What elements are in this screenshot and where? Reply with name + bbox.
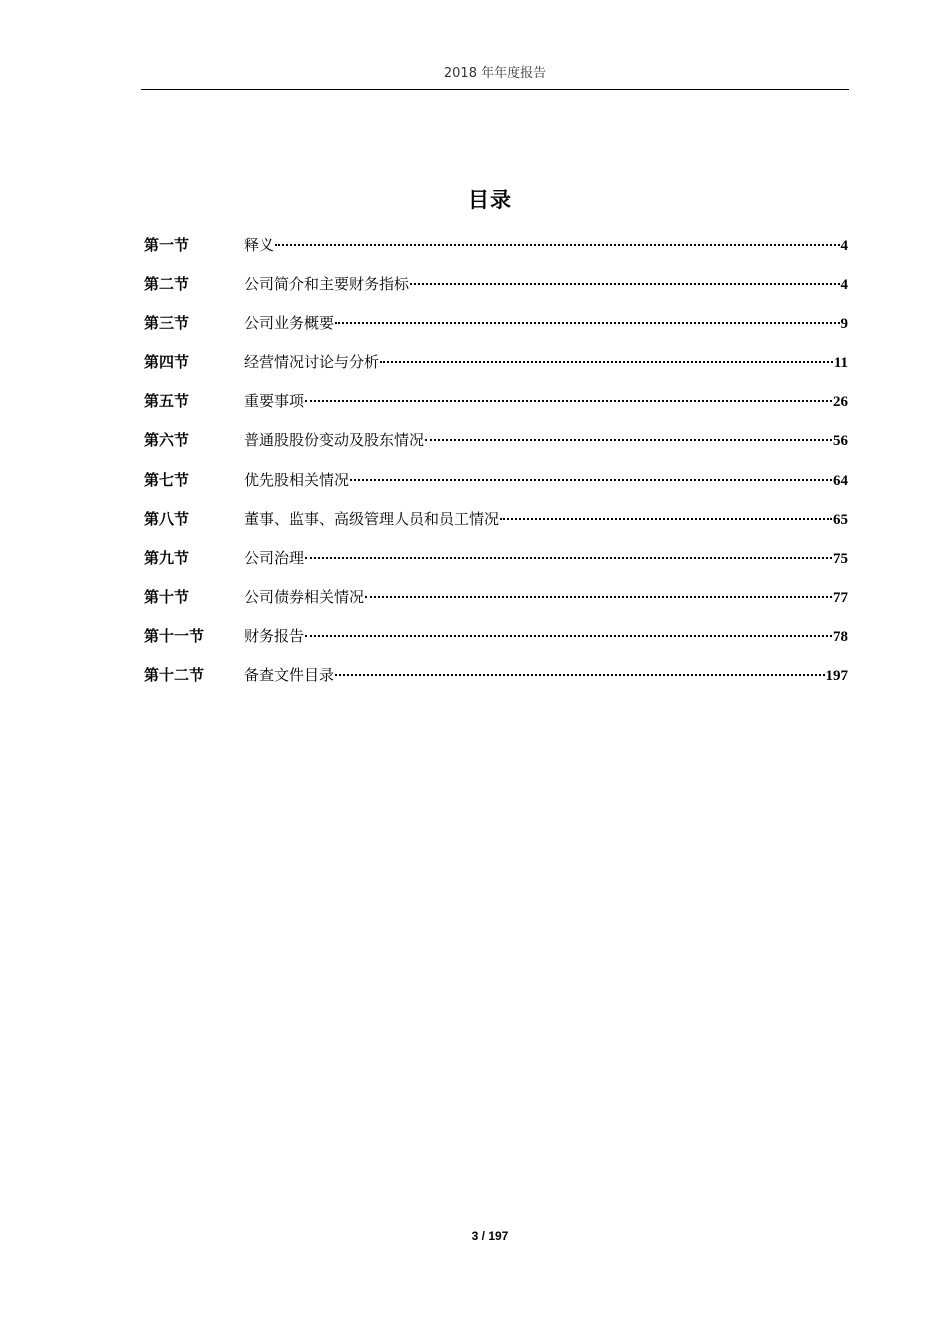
toc-entry-3[interactable] bbox=[144, 309, 848, 348]
dot-leader bbox=[305, 635, 832, 637]
toc-section-number: 第十节 bbox=[144, 587, 190, 606]
toc-section-number: 第一节 bbox=[144, 236, 190, 254]
toc-section-title: 普通股股份变动及股东情况 bbox=[244, 431, 425, 450]
toc-page-number: 4 bbox=[840, 277, 848, 294]
toc-section-title: 公司债券相关情况 bbox=[244, 587, 365, 606]
toc-entry-5[interactable] bbox=[144, 387, 848, 426]
toc-section-number: 第八节 bbox=[144, 509, 190, 528]
toc-section-number: 第三节 bbox=[144, 314, 190, 333]
toc-page-number: 56 bbox=[833, 433, 848, 450]
toc-section-number: 第五节 bbox=[144, 392, 190, 411]
toc-entry-10[interactable] bbox=[144, 583, 848, 622]
toc-entry-9[interactable] bbox=[144, 544, 848, 583]
toc-section-number: 第十二节 bbox=[144, 666, 205, 685]
toc-section-title: 备查文件目录 bbox=[244, 666, 335, 685]
dot-leader bbox=[335, 322, 839, 324]
toc-section-number: 第四节 bbox=[144, 353, 190, 372]
dot-leader bbox=[275, 244, 839, 246]
toc-section-title: 公司治理 bbox=[244, 548, 305, 567]
toc-page-number: 64 bbox=[833, 472, 848, 489]
dot-leader bbox=[365, 596, 832, 598]
toc-section-title: 经营情况讨论与分析 bbox=[244, 353, 380, 372]
toc-entry-11[interactable] bbox=[144, 622, 848, 661]
toc-entry-2[interactable] bbox=[144, 270, 848, 309]
toc-section-title: 财务报告 bbox=[244, 626, 305, 645]
toc-section-number: 第九节 bbox=[144, 548, 190, 567]
toc-page-number: 4 bbox=[840, 238, 848, 254]
page-number-footer: 3 / 197 bbox=[471, 1229, 509, 1243]
toc-entry-1[interactable] bbox=[144, 231, 848, 270]
toc-section-title: 公司简介和主要财务指标 bbox=[244, 275, 410, 294]
table-of-contents bbox=[144, 231, 848, 700]
dot-leader bbox=[380, 361, 833, 363]
toc-title: 目录 bbox=[468, 187, 512, 212]
toc-page-number: 65 bbox=[833, 511, 848, 528]
toc-section-title: 释义 bbox=[244, 236, 275, 254]
toc-page-number: 9 bbox=[840, 316, 848, 333]
toc-section-number: 第六节 bbox=[144, 431, 190, 450]
toc-entry-6[interactable] bbox=[144, 426, 848, 465]
toc-section-title: 重要事项 bbox=[244, 392, 305, 411]
toc-page-number: 26 bbox=[833, 394, 848, 411]
dot-leader bbox=[350, 479, 832, 481]
dot-leader bbox=[305, 557, 832, 559]
toc-entry-4[interactable] bbox=[144, 348, 848, 387]
dot-leader bbox=[335, 674, 824, 676]
dot-leader bbox=[425, 439, 832, 441]
toc-page-number: 11 bbox=[833, 355, 848, 372]
toc-entry-12[interactable] bbox=[144, 661, 848, 700]
toc-section-number: 第二节 bbox=[144, 275, 190, 294]
toc-page-number: 197 bbox=[825, 668, 848, 685]
toc-section-title: 优先股相关情况 bbox=[244, 470, 350, 489]
toc-page-number: 78 bbox=[833, 628, 848, 645]
toc-section-title: 董事、监事、高级管理人员和员工情况 bbox=[244, 509, 500, 528]
toc-section-number: 第十一节 bbox=[144, 626, 205, 645]
toc-section-number: 第七节 bbox=[144, 470, 190, 489]
toc-page-number: 77 bbox=[833, 589, 848, 606]
toc-section-title: 公司业务概要 bbox=[244, 314, 335, 333]
toc-entry-7[interactable] bbox=[144, 466, 848, 505]
toc-page-number: 75 bbox=[833, 550, 848, 567]
toc-entry-8[interactable] bbox=[144, 505, 848, 544]
dot-leader bbox=[305, 400, 832, 402]
page-header: 2018 年年度报告 bbox=[141, 62, 849, 90]
dot-leader bbox=[500, 518, 832, 520]
dot-leader bbox=[410, 283, 839, 285]
